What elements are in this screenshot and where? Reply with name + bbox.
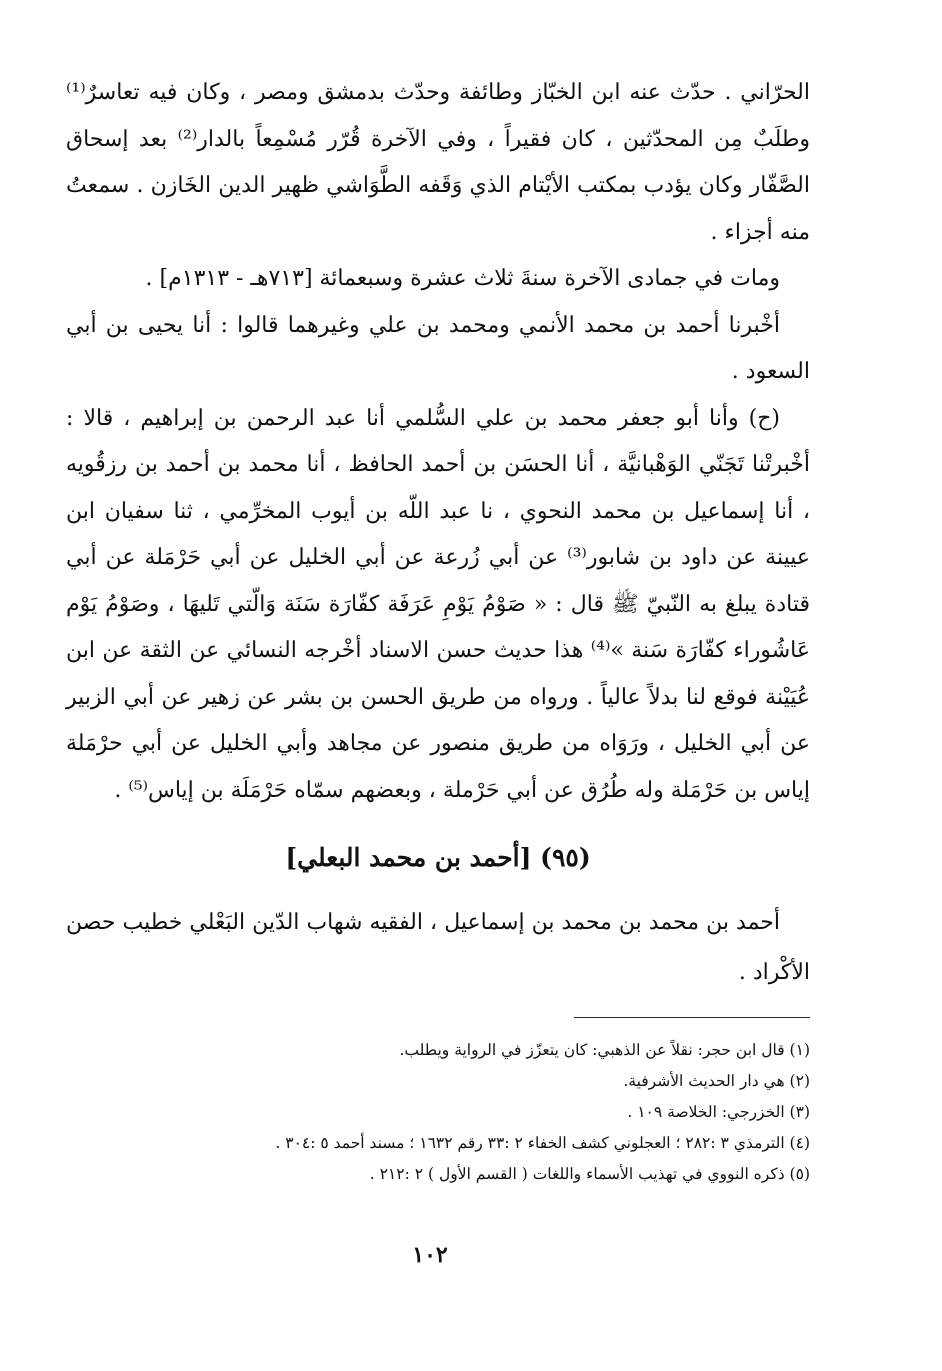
paragraph-death-date: ومات في جمادى الآخرة سنةَ ثلاث عشرة وسبعمائة [٧١٣هـ - ١٣١٣م] .	[145, 266, 780, 291]
paragraph-isnad-first: أخْبرنا أحمد بن محمد الأنمي ومحمد بن علي وغيرهما قالوا : أنا يحيى بن أبي السعود .	[66, 312, 810, 384]
footnote-divider	[574, 1017, 810, 1018]
paragraph-hadith: (ح) وأنا أبو جعفر محمد بن علي السُّلمي أنا عبد الرحمن بن إبراهيم ، قالا : أخْبرتْنا تَجَنّي الوَهْبانيَّة ، أنا الحسَن بن أحمد الحافظ ، أنا محمد بن أحمد بن رزقُويه ، أنا إسماعيل بن محمد النحوي ، نا عبد اللّه بن أيوب المخرِّمي ، ثنا سفيان ابن عيينة عن داود بن شابور⁽³⁾ عن أبي زُرعة عن أبي الخليل عن أبي حَرْمَلة عن أبي قتادة يبلغ به النّبيّ ﷺ قال : « صَوْمُ يَوْمِ عَرَفَة كفّارَة سَنَة وَالّتي تَليهَا ، وصَوْمُ يَوْم عَاشُوراء كفّارَة سَنة »⁽⁴⁾ هذا حديث حسن الاسناد أخْرجه النسائي عن الثقة عن ابن عُيَيْنة فوقع لنا بدلاً عالياً . ورواه من طريق الحسن بن بشر عن زهير عن أبي الزبير عن أبي الخليل ، ورَوَاه من طريق منصور عن مجاهد وأبي الخليل عن أبي حرْمَلة إياس بن حَرْمَلة وله طُرُق عن أبي حَرْملة ، وبعضهم سمّاه حَرْمَلَة بن إياس⁽⁵⁾ .	[66, 405, 810, 803]
main-text	[66, 70, 810, 814]
page-number: ١٠٢	[412, 1242, 448, 1268]
footnotes-list	[150, 1035, 810, 1190]
footnote-2: (٢) هي دار الحديث الأشرفية.	[623, 1072, 810, 1090]
footnote-5: (٥) ذكره النووي في تهذيب الأسماء واللغات ( القسم الأول ) ٢ :٢١٢ .	[369, 1165, 810, 1183]
footnote-3: (٣) الخزرجي: الخلاصة ١٠٩ .	[627, 1103, 810, 1121]
entry-text: أحمد بن محمد بن محمد بن إسماعيل ، الفقيه شهاب الدّين البَعْلي خطيب حصن الأكْراد .	[66, 910, 810, 985]
paragraph-narrator-bio: الحرّاني . حدّث عنه ابن الخبّاز وطائفة وحدّث بدمشق ومصر ، وكان فيه تعاسرٌ⁽¹⁾ وطلَبٌ مِن المحدّثين ، كان فقيراً ، وفي الآخرة قُرّر مُسْمِعاً بالدار⁽²⁾ بعد إسحاق الصَّفّار وكان يؤدب بمكتب الأيْتام الذي وَقَفه الطَّوَاشي ظهير الدين الخَازن . سمعتُ منه أجزاء .	[66, 80, 810, 245]
footnote-1: (١) قال ابن حجر: نقلاً عن الذهبي: كان يتعزّز في الرواية ويطلب.	[399, 1041, 810, 1059]
footnote-4: (٤) الترمذي ٣ :٢٨٢ ؛ العجلوني كشف الخفاء ٢ :٣٣ رقم ١٦٣٢ ؛ مسند أحمد ٥ :٣٠٤ .	[275, 1134, 810, 1152]
entry-heading: (٩٥) [أحمد بن محمد البعلي]	[285, 843, 591, 872]
